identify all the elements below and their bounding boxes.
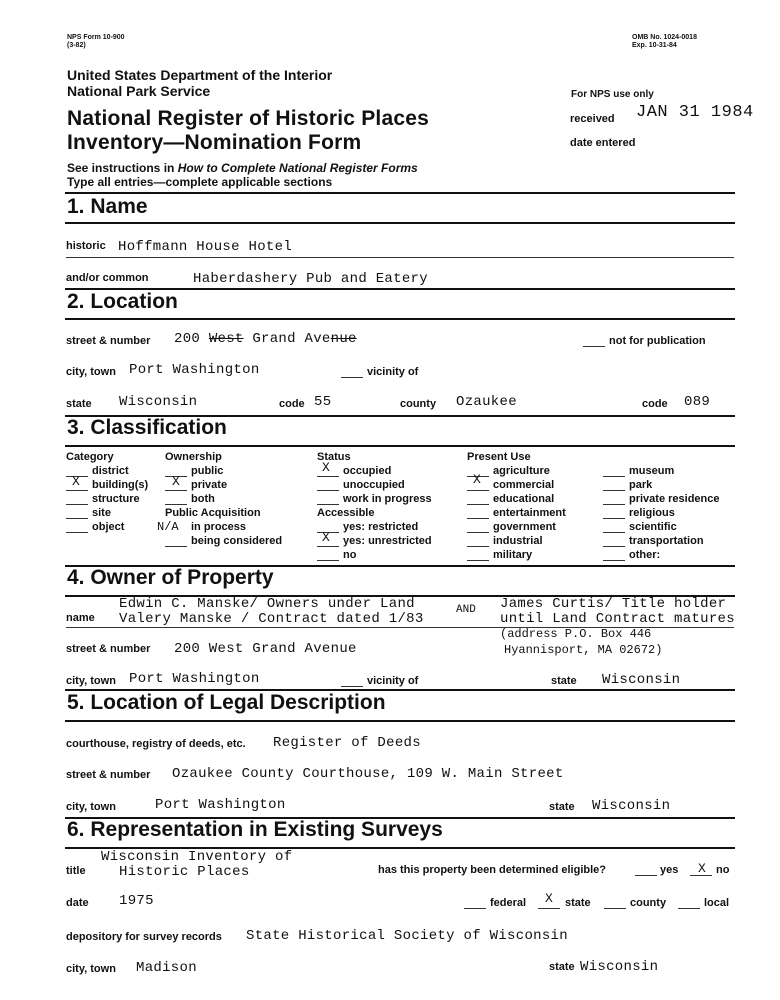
city-value: Port Washington	[129, 362, 260, 378]
category-object: object	[92, 521, 125, 533]
depository-city-label: city, town	[66, 963, 116, 975]
code-label: code	[279, 398, 305, 410]
use-religious: religious	[629, 507, 675, 519]
department-name: United States Department of the Interior	[67, 67, 333, 83]
street-value: 200 West Grand Avenue	[174, 331, 357, 347]
eligible-no: no	[716, 864, 730, 876]
courthouse-label: courthouse, registry of deeds, etc.	[66, 738, 246, 750]
instructions-line2: Type all entries—complete applicable sections	[67, 175, 333, 189]
legal-state-label: state	[549, 801, 575, 813]
ownership-public: public	[191, 465, 224, 477]
eligible-no-mark: X	[698, 861, 706, 876]
date-entered-label: date entered	[570, 137, 636, 149]
survey-title-line2: Historic Places	[119, 864, 250, 880]
category-district: district	[92, 465, 129, 477]
use-museum: museum	[629, 465, 675, 477]
depository-state-value: Wisconsin	[580, 959, 659, 975]
legal-street-value: Ozaukee County Courthouse, 109 W. Main Street	[172, 766, 564, 782]
owner-address-line1: (address P.O. Box 446	[500, 627, 652, 641]
and-mark: AND	[456, 604, 476, 616]
access-restricted: yes: restricted	[343, 521, 419, 533]
survey-date-label: date	[66, 897, 89, 909]
section-6-heading: 6. Representation in Existing Surveys	[67, 818, 443, 841]
owner-vicinity: vicinity of	[367, 675, 419, 687]
use-agriculture: agriculture	[493, 465, 550, 477]
received-label: received	[570, 113, 615, 125]
access-no: no	[343, 549, 357, 561]
ownership-heading: Ownership	[165, 451, 222, 463]
occupied-mark: X	[322, 460, 330, 475]
depository-value: State Historical Society of Wisconsin	[246, 928, 568, 944]
use-entertainment: entertainment	[493, 507, 566, 519]
owner-address-line2: Hyannisport, MA 02672)	[504, 643, 663, 657]
instructions: See instructions in How to Complete National Register Forms	[67, 161, 418, 175]
county-code: 089	[684, 394, 711, 410]
city-label: city, town	[66, 366, 116, 378]
level-county: county	[630, 897, 667, 909]
owner-state-label: state	[551, 675, 577, 687]
use-educational: educational	[493, 493, 555, 505]
service-name: National Park Service	[67, 83, 211, 99]
use-other: other:	[629, 549, 661, 561]
owner-name-label: name	[66, 612, 95, 624]
status-occupied: occupied	[343, 465, 392, 477]
eligible-question: has this property been determined eligible?	[378, 864, 606, 876]
state-code: 55	[314, 394, 332, 410]
owner-left-line1: Edwin C. Manske/ Owners under Land	[119, 596, 415, 612]
status-heading: Status	[317, 451, 351, 463]
section-5-heading: 5. Location of Legal Description	[67, 691, 386, 714]
common-name: Haberdashery Pub and Eatery	[193, 271, 428, 287]
level-local: local	[704, 897, 730, 909]
accessible-heading: Accessible	[317, 507, 375, 519]
status-unoccupied: unoccupied	[343, 479, 405, 491]
owner-right-line2: until Land Contract matures	[500, 611, 735, 627]
depository-state-label: state	[549, 961, 575, 973]
commercial-mark: X	[473, 472, 481, 487]
acquisition-being-considered: being considered	[191, 535, 283, 547]
historic-label: historic	[66, 240, 106, 252]
category-building: building(s)	[92, 479, 149, 491]
street-label: street & number	[66, 335, 151, 347]
section-3-heading: 3. Classification	[67, 416, 227, 439]
category-structure: structure	[92, 493, 140, 505]
form-title: National Register of Historic Places	[67, 107, 429, 130]
building-mark: X	[72, 474, 80, 489]
private-mark: X	[172, 474, 180, 489]
access-unrestricted: yes: unrestricted	[343, 535, 432, 547]
courthouse-value: Register of Deeds	[273, 735, 421, 751]
county-label: county	[400, 398, 437, 410]
use-commercial: commercial	[493, 479, 555, 491]
category-site: site	[92, 507, 111, 519]
use-transportation: transportation	[629, 535, 704, 547]
received-stamp: JAN 31 1984	[636, 103, 754, 122]
nps-use-heading: For NPS use only	[571, 89, 654, 100]
category-heading: Category	[66, 451, 114, 463]
public-acquisition-heading: Public Acquisition	[165, 507, 261, 519]
owner-street-value: 200 West Grand Avenue	[174, 641, 357, 657]
eligible-yes: yes	[660, 864, 679, 876]
depository-label: depository for survey records	[66, 931, 222, 943]
state-value: Wisconsin	[119, 394, 198, 410]
owner-city-label: city, town	[66, 675, 116, 687]
survey-title-line1: Wisconsin Inventory of	[101, 849, 293, 865]
owner-street-label: street & number	[66, 643, 151, 655]
legal-street-label: street & number	[66, 769, 151, 781]
common-label: and/or common	[66, 272, 149, 284]
use-military: military	[493, 549, 533, 561]
unrestricted-mark: X	[322, 530, 330, 545]
legal-state-value: Wisconsin	[592, 798, 671, 814]
historic-name: Hoffmann House Hotel	[118, 239, 293, 255]
survey-title-label: title	[66, 865, 86, 877]
legal-city-label: city, town	[66, 801, 116, 813]
not-for-publication: not for publication	[609, 335, 706, 347]
owner-state-value: Wisconsin	[602, 672, 681, 688]
use-private-residence: private residence	[629, 493, 720, 505]
vicinity-label: vicinity of	[367, 366, 419, 378]
level-state: state	[565, 897, 591, 909]
section-1-heading: 1. Name	[67, 195, 148, 218]
omb-number: OMB No. 1024-0018 Exp. 10-31-84	[632, 34, 697, 49]
use-government: government	[493, 521, 556, 533]
county-value: Ozaukee	[456, 394, 517, 410]
use-park: park	[629, 479, 653, 491]
status-work-in-progress: work in progress	[343, 493, 432, 505]
form-subtitle: Inventory—Nomination Form	[67, 131, 362, 154]
survey-date-value: 1975	[119, 893, 154, 909]
state-label: state	[66, 398, 92, 410]
level-federal: federal	[490, 897, 527, 909]
legal-city-value: Port Washington	[155, 797, 286, 813]
section-2-heading: 2. Location	[67, 290, 178, 313]
acquisition-in-process: in process	[191, 521, 247, 533]
owner-right-line1: James Curtis/ Title holder	[500, 596, 727, 612]
ownership-both: both	[191, 493, 215, 505]
form-number: NPS Form 10-900 (3-82)	[67, 34, 125, 49]
section-4-heading: 4. Owner of Property	[67, 566, 274, 589]
depository-city-value: Madison	[136, 960, 197, 976]
present-use-heading: Present Use	[467, 451, 531, 463]
county-code-label: code	[642, 398, 668, 410]
use-industrial: industrial	[493, 535, 543, 547]
owner-city-value: Port Washington	[129, 671, 260, 687]
ownership-private: private	[191, 479, 228, 491]
level-state-mark: X	[545, 891, 553, 906]
owner-left-line2: Valery Manske / Contract dated 1/83	[119, 611, 424, 627]
use-scientific: scientific	[629, 521, 677, 533]
na-mark: N/A	[157, 520, 179, 534]
